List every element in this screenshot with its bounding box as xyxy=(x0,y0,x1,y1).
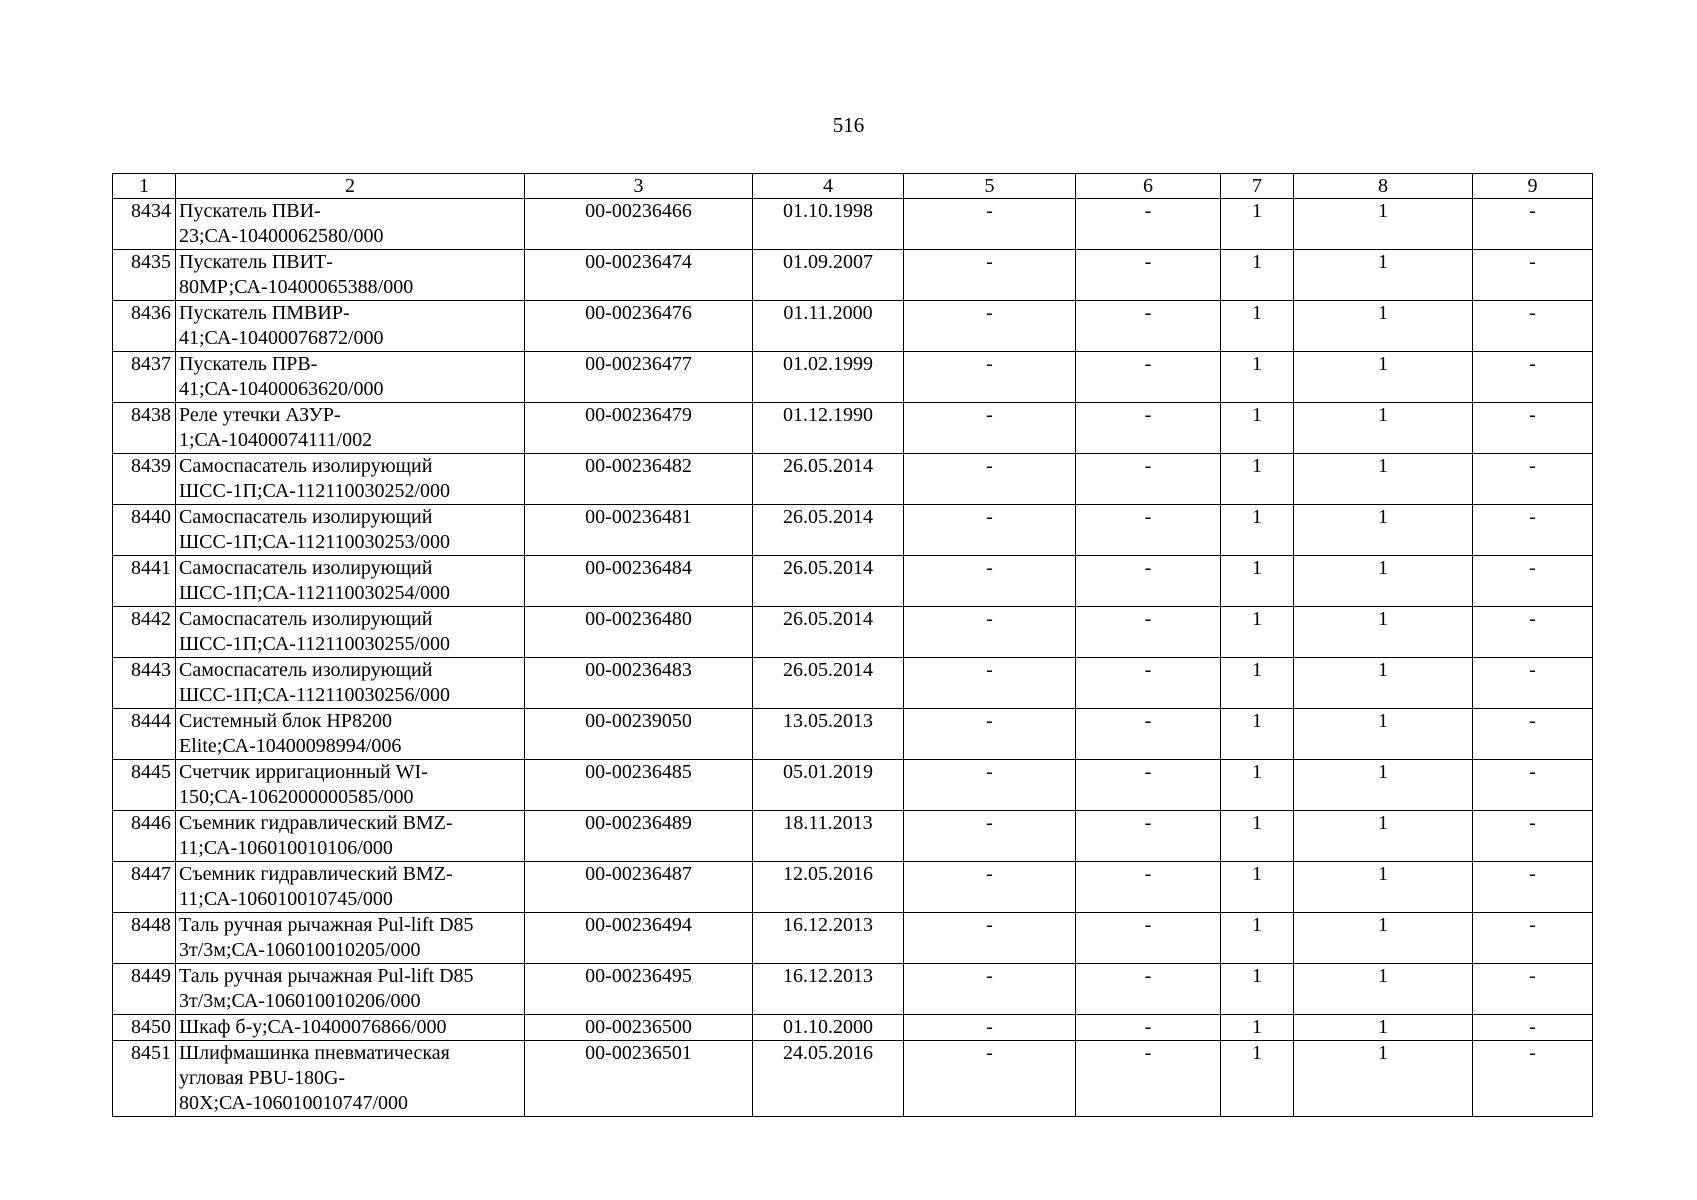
column-9-cell: - xyxy=(1473,964,1593,1015)
column-9-cell: - xyxy=(1473,760,1593,811)
column-9-cell: - xyxy=(1473,301,1593,352)
item-name-cell xyxy=(176,1015,525,1041)
date-cell: 01.11.2000 xyxy=(753,301,904,352)
column-7-cell: 1 xyxy=(1221,556,1294,607)
column-9-cell: - xyxy=(1473,250,1593,301)
table-row xyxy=(113,199,1593,250)
column-9-cell: - xyxy=(1473,607,1593,658)
date-cell: 24.05.2016 xyxy=(753,1041,904,1117)
column-7-cell: 1 xyxy=(1221,862,1294,913)
date-cell: 01.12.1990 xyxy=(753,403,904,454)
date-cell: 26.05.2014 xyxy=(753,454,904,505)
column-6-cell: - xyxy=(1076,862,1221,913)
item-name-cell xyxy=(176,454,525,505)
column-header-2: 2 xyxy=(176,174,525,199)
inventory-code-cell: 00-00236495 xyxy=(525,964,753,1015)
date-cell: 26.05.2014 xyxy=(753,607,904,658)
column-6-cell: - xyxy=(1076,1041,1221,1117)
column-6-cell: - xyxy=(1076,403,1221,454)
inventory-code-cell: 00-00236482 xyxy=(525,454,753,505)
table-row xyxy=(113,709,1593,760)
item-name-line: Шлифмашинка пневматическая xyxy=(179,1042,450,1064)
column-header-9: 9 xyxy=(1473,174,1593,199)
column-9-cell: - xyxy=(1473,913,1593,964)
column-6-cell: - xyxy=(1076,760,1221,811)
column-8-cell: 1 xyxy=(1294,454,1473,505)
item-name-line: Съемник гидравлический BMZ- xyxy=(179,863,453,885)
column-7-cell: 1 xyxy=(1221,913,1294,964)
item-name-line: ШСС-1П;СА-112110030255/000 xyxy=(179,633,451,655)
column-header-1: 1 xyxy=(113,174,176,199)
inventory-code-cell: 00-00236480 xyxy=(525,607,753,658)
column-5-cell: - xyxy=(904,607,1076,658)
column-6-cell: - xyxy=(1076,964,1221,1015)
item-name-line: Системный блок HP8200 xyxy=(179,710,392,732)
inventory-code-cell: 00-00239050 xyxy=(525,709,753,760)
item-name-line: 41;СА-10400076872/000 xyxy=(179,327,384,349)
column-9-cell: - xyxy=(1473,199,1593,250)
column-5-cell: - xyxy=(904,454,1076,505)
row-number-cell: 8451 xyxy=(113,1041,176,1117)
table-row xyxy=(113,352,1593,403)
column-8-cell: 1 xyxy=(1294,607,1473,658)
column-6-cell: - xyxy=(1076,607,1221,658)
table-body xyxy=(113,199,1593,1117)
column-5-cell: - xyxy=(904,913,1076,964)
inventory-code-cell: 00-00236474 xyxy=(525,250,753,301)
column-5-cell: - xyxy=(904,505,1076,556)
item-name-line: Самоспасатель изолирующий xyxy=(179,659,433,681)
inventory-code-cell: 00-00236500 xyxy=(525,1015,753,1041)
date-cell: 26.05.2014 xyxy=(753,556,904,607)
column-9-cell: - xyxy=(1473,658,1593,709)
item-name-line: ШСС-1П;СА-112110030252/000 xyxy=(179,480,451,502)
column-9-cell: - xyxy=(1473,505,1593,556)
inventory-code-cell: 00-00236485 xyxy=(525,760,753,811)
column-6-cell: - xyxy=(1076,1015,1221,1041)
column-5-cell: - xyxy=(904,811,1076,862)
row-number-cell: 8442 xyxy=(113,607,176,658)
column-header-8: 8 xyxy=(1294,174,1473,199)
column-7-cell: 1 xyxy=(1221,964,1294,1015)
row-number-cell: 8439 xyxy=(113,454,176,505)
column-8-cell: 1 xyxy=(1294,760,1473,811)
item-name-cell xyxy=(176,250,525,301)
inventory-code-cell: 00-00236487 xyxy=(525,862,753,913)
inventory-code-cell: 00-00236481 xyxy=(525,505,753,556)
table-row xyxy=(113,811,1593,862)
column-9-cell: - xyxy=(1473,1015,1593,1041)
item-name-cell xyxy=(176,352,525,403)
date-cell: 18.11.2013 xyxy=(753,811,904,862)
column-7-cell: 1 xyxy=(1221,607,1294,658)
column-6-cell: - xyxy=(1076,454,1221,505)
column-6-cell: - xyxy=(1076,913,1221,964)
date-cell: 01.09.2007 xyxy=(753,250,904,301)
column-5-cell: - xyxy=(904,352,1076,403)
column-7-cell: 1 xyxy=(1221,301,1294,352)
row-number-cell: 8434 xyxy=(113,199,176,250)
column-5-cell: - xyxy=(904,250,1076,301)
inventory-code-cell: 00-00236477 xyxy=(525,352,753,403)
date-cell: 26.05.2014 xyxy=(753,658,904,709)
item-name-line: 11;СА-106010010745/000 xyxy=(179,888,393,910)
column-7-cell: 1 xyxy=(1221,1041,1294,1117)
row-number-cell: 8448 xyxy=(113,913,176,964)
column-9-cell: - xyxy=(1473,1041,1593,1117)
row-number-cell: 8437 xyxy=(113,352,176,403)
column-9-cell: - xyxy=(1473,811,1593,862)
date-cell: 26.05.2014 xyxy=(753,505,904,556)
column-7-cell: 1 xyxy=(1221,352,1294,403)
item-name-line: угловая PBU-180G- xyxy=(179,1067,346,1089)
column-7-cell: 1 xyxy=(1221,199,1294,250)
column-5-cell: - xyxy=(904,964,1076,1015)
column-8-cell: 1 xyxy=(1294,352,1473,403)
date-cell: 16.12.2013 xyxy=(753,964,904,1015)
item-name-cell xyxy=(176,862,525,913)
column-8-cell: 1 xyxy=(1294,658,1473,709)
column-6-cell: - xyxy=(1076,658,1221,709)
column-9-cell: - xyxy=(1473,556,1593,607)
row-number-cell: 8438 xyxy=(113,403,176,454)
table-row xyxy=(113,505,1593,556)
item-name-cell xyxy=(176,505,525,556)
row-number-cell: 8450 xyxy=(113,1015,176,1041)
inventory-code-cell: 00-00236489 xyxy=(525,811,753,862)
column-8-cell: 1 xyxy=(1294,250,1473,301)
item-name-line: ШСС-1П;СА-112110030253/000 xyxy=(179,531,451,553)
column-6-cell: - xyxy=(1076,505,1221,556)
table-row xyxy=(113,862,1593,913)
item-name-line: 80МР;СА-10400065388/000 xyxy=(179,276,414,298)
column-7-cell: 1 xyxy=(1221,760,1294,811)
table-row xyxy=(113,556,1593,607)
column-7-cell: 1 xyxy=(1221,709,1294,760)
column-5-cell: - xyxy=(904,709,1076,760)
inventory-code-cell: 00-00236501 xyxy=(525,1041,753,1117)
inventory-code-cell: 00-00236483 xyxy=(525,658,753,709)
item-name-cell xyxy=(176,199,525,250)
column-7-cell: 1 xyxy=(1221,250,1294,301)
row-number-cell: 8444 xyxy=(113,709,176,760)
item-name-cell xyxy=(176,1041,525,1117)
column-8-cell: 1 xyxy=(1294,964,1473,1015)
row-number-cell: 8440 xyxy=(113,505,176,556)
column-header-4: 4 xyxy=(753,174,904,199)
item-name-line: 3т/3м;СА-106010010205/000 xyxy=(179,939,421,961)
column-7-cell: 1 xyxy=(1221,811,1294,862)
table-row xyxy=(113,1015,1593,1041)
inventory-code-cell: 00-00236484 xyxy=(525,556,753,607)
inventory-code-cell: 00-00236479 xyxy=(525,403,753,454)
column-7-cell: 1 xyxy=(1221,454,1294,505)
row-number-cell: 8449 xyxy=(113,964,176,1015)
row-number-cell: 8445 xyxy=(113,760,176,811)
column-8-cell: 1 xyxy=(1294,301,1473,352)
item-name-line: ШСС-1П;СА-112110030256/000 xyxy=(179,684,451,706)
column-5-cell: - xyxy=(904,403,1076,454)
date-cell: 05.01.2019 xyxy=(753,760,904,811)
column-8-cell: 1 xyxy=(1294,199,1473,250)
table-row xyxy=(113,250,1593,301)
item-name-line: Реле утечки АЗУР- xyxy=(179,404,341,426)
item-name-line: Пускатель ПВИ- xyxy=(179,200,321,222)
column-5-cell: - xyxy=(904,199,1076,250)
item-name-line: 80X;СА-106010010747/000 xyxy=(179,1092,409,1114)
item-name-line: 3т/3м;СА-106010010206/000 xyxy=(179,990,421,1012)
column-6-cell: - xyxy=(1076,250,1221,301)
date-cell: 01.10.2000 xyxy=(753,1015,904,1041)
column-8-cell: 1 xyxy=(1294,505,1473,556)
item-name-line: Таль ручная рычажная Pul-lift D85 xyxy=(179,914,474,936)
table-row xyxy=(113,454,1593,505)
table-row xyxy=(113,913,1593,964)
column-header-3: 3 xyxy=(525,174,753,199)
table-row xyxy=(113,607,1593,658)
item-name-line: 41;СА-10400063620/000 xyxy=(179,378,384,400)
column-5-cell: - xyxy=(904,556,1076,607)
table-header-row xyxy=(113,174,1593,199)
column-8-cell: 1 xyxy=(1294,403,1473,454)
item-name-cell xyxy=(176,811,525,862)
row-number-cell: 8446 xyxy=(113,811,176,862)
column-6-cell: - xyxy=(1076,199,1221,250)
column-header-5: 5 xyxy=(904,174,1076,199)
date-cell: 12.05.2016 xyxy=(753,862,904,913)
table-row xyxy=(113,301,1593,352)
page-number: 516 xyxy=(832,113,865,137)
column-5-cell: - xyxy=(904,301,1076,352)
column-9-cell: - xyxy=(1473,862,1593,913)
item-name-line: ШСС-1П;СА-112110030254/000 xyxy=(179,582,451,604)
item-name-cell xyxy=(176,658,525,709)
inventory-code-cell: 00-00236494 xyxy=(525,913,753,964)
row-number-cell: 8447 xyxy=(113,862,176,913)
item-name-cell xyxy=(176,709,525,760)
item-name-line: Самоспасатель изолирующий xyxy=(179,557,433,579)
column-8-cell: 1 xyxy=(1294,862,1473,913)
table-row xyxy=(113,658,1593,709)
row-number-cell: 8441 xyxy=(113,556,176,607)
item-name-line: Таль ручная рычажная Pul-lift D85 xyxy=(179,965,474,987)
item-name-line: 23;СА-10400062580/000 xyxy=(179,225,384,247)
table-row xyxy=(113,403,1593,454)
column-6-cell: - xyxy=(1076,811,1221,862)
date-cell: 13.05.2013 xyxy=(753,709,904,760)
column-7-cell: 1 xyxy=(1221,505,1294,556)
inventory-code-cell: 00-00236476 xyxy=(525,301,753,352)
column-6-cell: - xyxy=(1076,556,1221,607)
column-8-cell: 1 xyxy=(1294,709,1473,760)
item-name-line: Пускатель ПМВИР- xyxy=(179,302,350,324)
item-name-cell xyxy=(176,760,525,811)
column-5-cell: - xyxy=(904,1041,1076,1117)
column-8-cell: 1 xyxy=(1294,1015,1473,1041)
column-7-cell: 1 xyxy=(1221,403,1294,454)
column-8-cell: 1 xyxy=(1294,811,1473,862)
item-name-cell xyxy=(176,964,525,1015)
item-name-line: Самоспасатель изолирующий xyxy=(179,608,433,630)
item-name-cell xyxy=(176,403,525,454)
row-number-cell: 8435 xyxy=(113,250,176,301)
column-6-cell: - xyxy=(1076,709,1221,760)
column-5-cell: - xyxy=(904,862,1076,913)
column-header-6: 6 xyxy=(1076,174,1221,199)
column-6-cell: - xyxy=(1076,352,1221,403)
item-name-line: Elite;СА-10400098994/006 xyxy=(179,735,402,757)
column-9-cell: - xyxy=(1473,352,1593,403)
inventory-code-cell: 00-00236466 xyxy=(525,199,753,250)
column-7-cell: 1 xyxy=(1221,658,1294,709)
inventory-table xyxy=(112,173,1593,1117)
item-name-cell xyxy=(176,913,525,964)
column-9-cell: - xyxy=(1473,454,1593,505)
column-7-cell: 1 xyxy=(1221,1015,1294,1041)
column-8-cell: 1 xyxy=(1294,1041,1473,1117)
item-name-line: Счетчик ирригационный WI- xyxy=(179,761,428,783)
column-5-cell: - xyxy=(904,658,1076,709)
item-name-line: Самоспасатель изолирующий xyxy=(179,506,433,528)
date-cell: 01.10.1998 xyxy=(753,199,904,250)
table-row xyxy=(113,1041,1593,1117)
column-header-7: 7 xyxy=(1221,174,1294,199)
column-9-cell: - xyxy=(1473,709,1593,760)
item-name-line: Пускатель ПВИТ- xyxy=(179,251,333,273)
item-name-line: Самоспасатель изолирующий xyxy=(179,455,433,477)
item-name-line: Съемник гидравлический BMZ- xyxy=(179,812,453,834)
item-name-line: Шкаф б-у;СА-10400076866/000 xyxy=(179,1016,447,1038)
item-name-line: 11;СА-106010010106/000 xyxy=(179,837,393,859)
date-cell: 16.12.2013 xyxy=(753,913,904,964)
item-name-cell xyxy=(176,607,525,658)
item-name-cell xyxy=(176,301,525,352)
item-name-line: Пускатель ПРВ- xyxy=(179,353,318,375)
column-8-cell: 1 xyxy=(1294,913,1473,964)
date-cell: 01.02.1999 xyxy=(753,352,904,403)
column-9-cell: - xyxy=(1473,403,1593,454)
table-row xyxy=(113,760,1593,811)
column-5-cell: - xyxy=(904,1015,1076,1041)
row-number-cell: 8443 xyxy=(113,658,176,709)
item-name-line: 150;СА-1062000000585/000 xyxy=(179,786,414,808)
row-number-cell: 8436 xyxy=(113,301,176,352)
column-6-cell: - xyxy=(1076,301,1221,352)
item-name-line: 1;СА-10400074111/002 xyxy=(179,429,373,451)
table-row xyxy=(113,964,1593,1015)
column-8-cell: 1 xyxy=(1294,556,1473,607)
item-name-cell xyxy=(176,556,525,607)
column-5-cell: - xyxy=(904,760,1076,811)
